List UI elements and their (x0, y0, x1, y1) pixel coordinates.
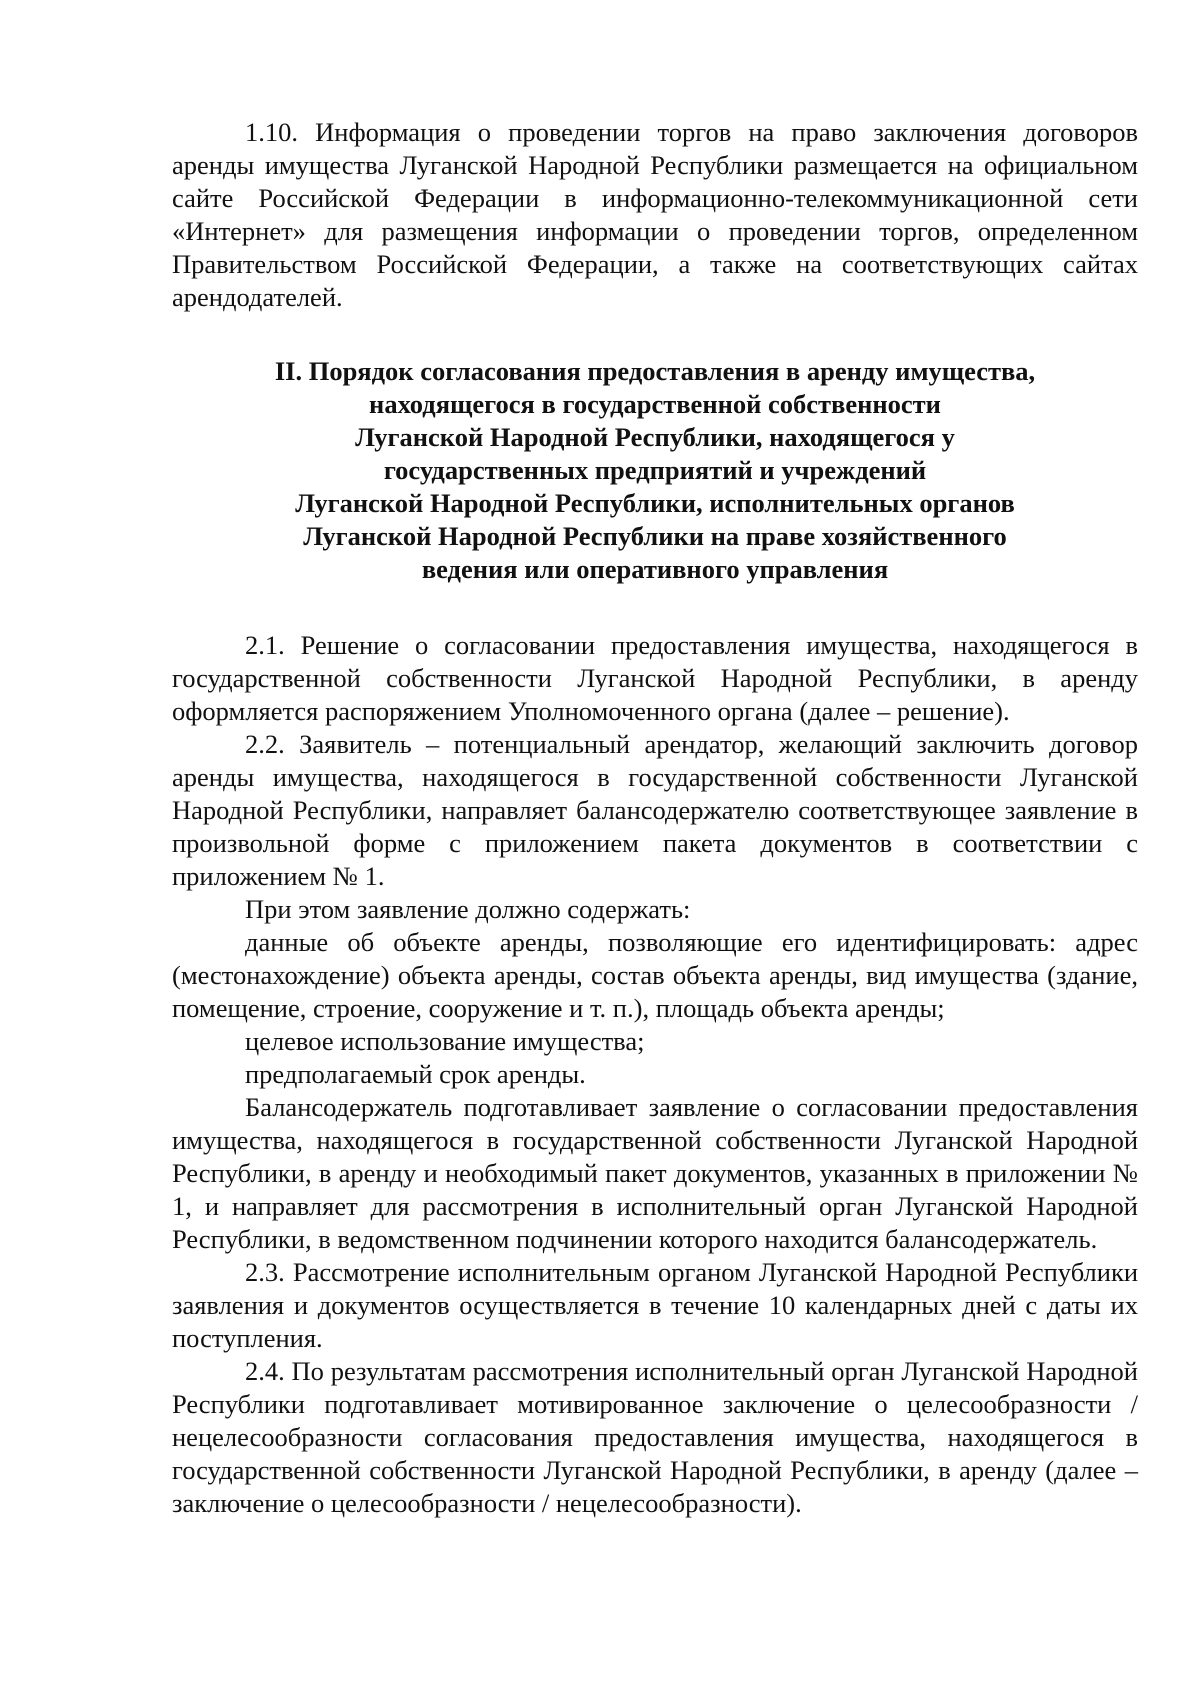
paragraph-2-1: 2.1. Решение о согласовании предоставления имущества, находящегося в государственной собственности Луганской Народной Республики, в аренду оформляется распоряжением Уполномоченного органа (далее – решение). (172, 630, 1138, 726)
paragraph-2-3: 2.3. Рассмотрение исполнительным органом Луганской Народной Республики заявления и документов осуществляется в течение 10 календарных дней с даты их поступления. (172, 1257, 1138, 1353)
paragraph-item-object: данные об объекте аренды, позволяющие его идентифицировать: адрес (местонахождение) объекта аренды, состав объекта аренды, вид имущества (здание, помещение, строение, сооружение и т. п.), площадь объекта аренды; (172, 927, 1138, 1023)
section-heading-line: Луганской Народной Республики, исполнительных органов (295, 488, 1015, 518)
section-heading-line: находящегося в государственной собственности (369, 389, 941, 419)
section-heading (172, 355, 1138, 586)
paragraph-2-4: 2.4. По результатам рассмотрения исполнительный орган Луганской Народной Республики подготавливает мотивированное заключение о целесообразности / нецелесообразности согласования предоставления имущества, находящегося в государственной собственности Луганской Народной Республики, в аренду (далее – заключение о целесообразности / нецелесообразности). (172, 1356, 1138, 1518)
section-heading-line: ведения или оперативного управления (421, 554, 889, 584)
paragraph-item-term: предполагаемый срок аренды. (245, 1059, 586, 1089)
paragraph-2-2: 2.2. Заявитель – потенциальный арендатор, желающий заключить договор аренды имущества, находящегося в государственной собственности Луганской Народной Республики, направляет балансодержателю соответствующее заявление в произвольной форме с приложением пакета документов в соответствии с приложением № 1. (172, 729, 1138, 891)
section-heading-line: Луганской Народной Республики на праве хозяйственного (303, 521, 1007, 551)
section-heading-line: Луганской Народной Республики, находящегося у (355, 422, 955, 452)
paragraph-1-10: 1.10. Информация о проведении торгов на право заключения договоров аренды имущества Луганской Народной Республики размещается на официальном сайте Российской Федерации в информационно-телекоммуникационной сети «Интернет» для размещения информации о проведении торгов, определенном Правительством Российской Федерации, а также на соответствующих сайтах арендодателей. (172, 117, 1138, 312)
section-heading-line: государственных предприятий и учреждений (383, 455, 927, 485)
paragraph-item-purpose: целевое использование имущества; (245, 1026, 645, 1056)
section-heading-line: II. Порядок согласования предоставления в аренду имущества, (274, 356, 1036, 386)
paragraph-contents-intro: При этом заявление должно содержать: (245, 894, 691, 924)
document-body (172, 116, 1138, 1520)
paragraph-balance-holder: Балансодержатель подготавливает заявление о согласовании предоставления имущества, находящегося в государственной собственности Луганской Народной Республики, в аренду и необходимый пакет документов, указанных в приложении № 1, и направляет для рассмотрения в исполнительный орган Луганской Народной Республики, в ведомственном подчинении которого находится балансодержатель. (172, 1092, 1138, 1254)
